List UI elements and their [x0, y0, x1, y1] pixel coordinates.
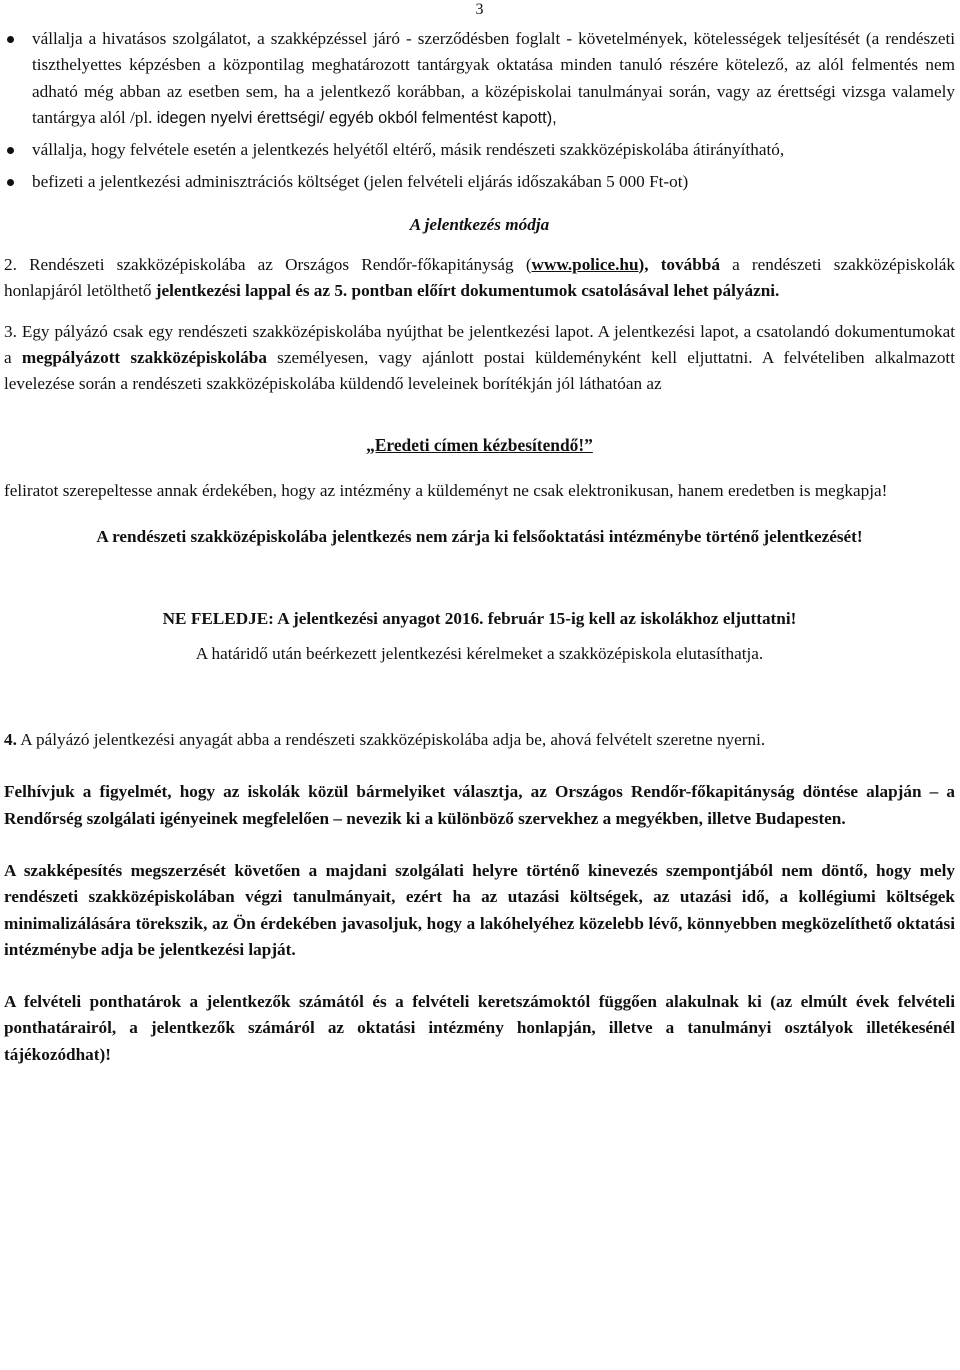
- bullet-icon: [7, 179, 14, 186]
- section-2-bold: ), továbbá: [638, 255, 720, 275]
- attention-paragraph: Felhívjuk a figyelmét, hogy az iskolák közül bármelyiket választja, az Országos Rendőr-főkapitányság döntése alapján – a Rendőrség szolgálati igényeinek megfelelően – nevezik ki a különböző szervekhez a megyékben, illetve Budapesten.: [4, 782, 955, 828]
- section-2-text: 2. Rendészeti szakközépiskolába az Országos Rendőr-főkapitányság (: [4, 255, 532, 275]
- section-2-bold-2: jelentkezési lappal és az 5. pontban előírt dokumentumok csatolásával lehet pályázni.: [155, 281, 780, 301]
- requirements-list: [4, 26, 955, 196]
- points-paragraph: A felvételi ponthatárok a jelentkezők számától és a felvételi keretszámoktól függően alakulnak ki (az elmúlt évek felvételi ponthatárairól, a jelentkezők számáról az oktatási intézmény honlapján, illetve a tanulmányi osztályok illetékesénél tájékozódhat)!: [4, 992, 955, 1064]
- list-item: [4, 26, 955, 131]
- list-item-text: vállalja a hivatásos szolgálatot, a szakképzéssel járó - szerződésben foglalt - követelmények, kötelességek teljesítését (a rendészeti tiszthelyettes képzésben a központilag meghatározott tantárgyak oktatása minden tanuló részére kötelező, az alól felmentés nem adható még abban az esetben sem, ha a jelentkező korábban, a középiskolai tanulmányai során, vagy az érettségi vizsga valamely tantárgya alól /pl.: [32, 29, 955, 127]
- qualification-paragraph: A szakképesítés megszerzését követően a majdani szolgálati helyre történő kinevezés szempontjából nem döntő, hogy mely rendészeti szakközépiskolában végzi tanulmányait, ezért ha az utazási költségek, az utazási idő, a kollégiumi költségek minimalizálására törekszik, az Ön érdekében javasoljuk, hogy a lakóhelyéhez közelebb lévő, könnyebben megközelíthető oktatási intézménybe adja be jelentkezési lapját.: [4, 860, 955, 959]
- higher-education-note: A rendészeti szakközépiskolába jelentkezés nem zárja ki felsőoktatási intézménybe történő jelentkezését!: [96, 527, 863, 547]
- section-2-text-2: a rendészeti szakközépiskolák honlapjáról letölthető: [4, 255, 955, 301]
- section-heading: A jelentkezés módja: [409, 214, 550, 234]
- section-4-number: 4.: [4, 730, 17, 750]
- section-3-text: 3. Egy pályázó csak egy rendészeti szakközépiskolába nyújthat be jelentkezési lapot. A jelentkezési lapot, a csatolandó dokumentumokat a: [4, 321, 955, 367]
- page-number: 3: [475, 1, 484, 18]
- section-2-paragraph: [4, 252, 955, 305]
- bullet-icon: [7, 36, 14, 43]
- section-4-paragraph: [4, 727, 955, 753]
- deadline-note: A határidő után beérkezett jelentkezési kérelmeket a szakközépiskola elutasíthatja.: [195, 643, 764, 663]
- list-item: [4, 169, 955, 195]
- section-3-text-2: személyesen, vagy ajánlott postai küldeményként kell eljuttatni. A felvételiben alkalmazott levelezése során a rendészeti szakközépiskolába küldendő leveleinek borítékján jól láthatóan az: [4, 347, 955, 394]
- document-page: [4, 0, 955, 1068]
- bullet-icon: [7, 147, 14, 154]
- list-item: [4, 137, 955, 163]
- list-item-text: vállalja, hogy felvétele esetén a jelentkezés helyétől eltérő, másik rendészeti szakközépiskolába átirányítható,: [32, 140, 785, 160]
- section-3-paragraph: [4, 319, 955, 398]
- list-item-text-sans: idegen nyelvi érettségi/ egyéb okból felmentést kapott),: [156, 108, 557, 127]
- section-4-text: A pályázó jelentkezési anyagát abba a rendészeti szakközépiskolába adja be, ahová felvételt szeretne nyerni.: [16, 730, 766, 750]
- section-3-bold: megpályázott szakközépiskolába: [21, 347, 267, 367]
- envelope-explanation: feliratot szerepeltesse annak érdekében, hogy az intézmény a küldeményt ne csak elektronikusan, hanem eredetben is megkapja!: [4, 480, 888, 500]
- deadline-warning: NE FELEDJE: A jelentkezési anyagot 2016. február 15-ig kell az iskolákhoz eljuttatni!: [162, 609, 797, 629]
- police-link[interactable]: www.police.hu: [531, 255, 639, 275]
- envelope-label: „Eredeti címen kézbesítendő!”: [366, 434, 593, 455]
- list-item-text: befizeti a jelentkezési adminisztrációs költséget (jelen felvételi eljárás időszakában 5 000 Ft-ot): [32, 172, 689, 192]
